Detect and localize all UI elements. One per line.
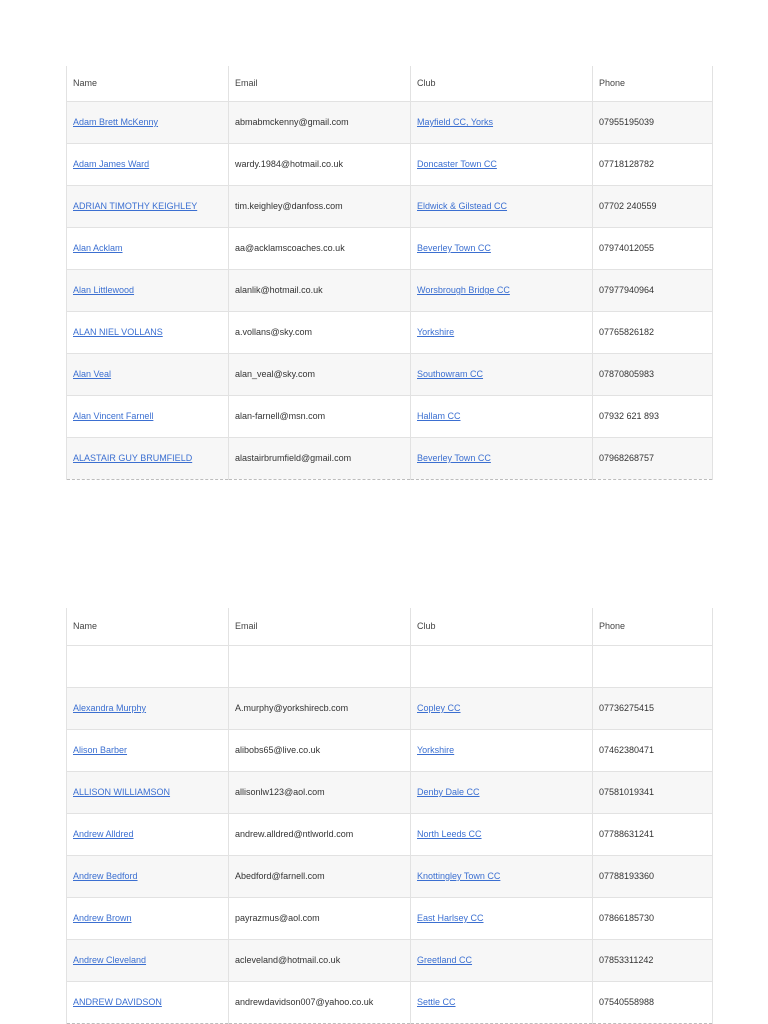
column-header-club: Club xyxy=(411,608,593,645)
members-table-2 xyxy=(66,608,712,1024)
name-cell xyxy=(67,687,229,729)
club-cell xyxy=(411,353,593,395)
table-row xyxy=(67,395,713,437)
column-header-name: Name xyxy=(67,66,229,101)
email-cell xyxy=(229,143,411,185)
name-cell xyxy=(67,897,229,939)
club-cell xyxy=(411,437,593,479)
member-email: wardy.1984@hotmail.co.uk xyxy=(235,159,344,169)
name-cell xyxy=(67,227,229,269)
member-name-link[interactable]: Andrew Brown xyxy=(73,913,132,923)
member-name-link[interactable]: ALLISON WILLIAMSON xyxy=(73,787,171,797)
table-row xyxy=(67,311,713,353)
email-cell xyxy=(229,897,411,939)
email-cell xyxy=(229,855,411,897)
member-phone: 07540558988 xyxy=(599,997,655,1007)
email-cell xyxy=(229,939,411,981)
member-email: alan-farnell@msn.com xyxy=(235,411,326,421)
header-row xyxy=(67,608,713,645)
member-phone: 07853311242 xyxy=(599,955,654,965)
member-email: tim.keighley@danfoss.com xyxy=(235,201,343,211)
member-email: payrazmus@aol.com xyxy=(235,913,320,923)
name-cell xyxy=(67,269,229,311)
club-cell xyxy=(411,729,593,771)
empty-cell xyxy=(411,645,593,687)
name-cell xyxy=(67,813,229,855)
email-cell xyxy=(229,395,411,437)
table-row xyxy=(67,143,713,185)
member-name-link[interactable]: Alison Barber xyxy=(73,745,128,755)
club-cell xyxy=(411,227,593,269)
phone-cell xyxy=(593,395,713,437)
club-cell xyxy=(411,897,593,939)
column-header-email: Email xyxy=(229,608,411,645)
club-link[interactable]: Beverley Town CC xyxy=(417,453,491,463)
phone-cell xyxy=(593,185,713,227)
member-name-link[interactable]: Andrew Cleveland xyxy=(73,955,147,965)
table-row xyxy=(67,437,713,479)
member-email: aa@acklamscoaches.co.uk xyxy=(235,243,345,253)
phone-cell xyxy=(593,939,713,981)
member-name-link[interactable]: ALAN NIEL VOLLANS xyxy=(73,327,163,337)
table-row xyxy=(67,353,713,395)
name-cell xyxy=(67,395,229,437)
table-row xyxy=(67,771,713,813)
club-link[interactable]: Doncaster Town CC xyxy=(417,159,497,169)
table-row xyxy=(67,813,713,855)
members-table xyxy=(66,66,713,480)
member-email: acleveland@hotmail.co.uk xyxy=(235,955,341,965)
table-row xyxy=(67,981,713,1023)
member-email: allisonlw123@aol.com xyxy=(235,787,325,797)
name-cell xyxy=(67,771,229,813)
member-name-link[interactable]: Alan Veal xyxy=(73,369,112,379)
member-name-link[interactable]: Alan Acklam xyxy=(73,243,123,253)
empty-cell xyxy=(67,645,229,687)
table-row xyxy=(67,185,713,227)
member-phone: 07462380471 xyxy=(599,745,655,755)
table-row xyxy=(67,101,713,143)
member-email: alan_veal@sky.com xyxy=(235,369,316,379)
member-email: A.murphy@yorkshirecb.com xyxy=(235,703,349,713)
members-table-1 xyxy=(66,66,712,480)
member-email: abmabmckenny@gmail.com xyxy=(235,117,349,127)
member-email: alanlik@hotmail.co.uk xyxy=(235,285,323,295)
empty-cell xyxy=(593,645,713,687)
email-cell xyxy=(229,353,411,395)
member-phone: 07718128782 xyxy=(599,159,655,169)
member-phone: 07968268757 xyxy=(599,453,655,463)
member-phone: 07736275415 xyxy=(599,703,655,713)
phone-cell xyxy=(593,687,713,729)
club-link[interactable]: Southowram CC xyxy=(417,369,484,379)
email-cell xyxy=(229,311,411,353)
column-header-club: Club xyxy=(411,66,593,101)
club-link[interactable]: Hallam CC xyxy=(417,411,461,421)
phone-cell xyxy=(593,897,713,939)
club-cell xyxy=(411,939,593,981)
club-cell xyxy=(411,185,593,227)
email-cell xyxy=(229,687,411,729)
club-cell xyxy=(411,101,593,143)
email-cell xyxy=(229,101,411,143)
member-email: a.vollans@sky.com xyxy=(235,327,312,337)
header-row xyxy=(67,66,713,101)
club-link[interactable]: North Leeds CC xyxy=(417,829,482,839)
member-name-link[interactable]: Alan Littlewood xyxy=(73,285,135,295)
member-phone: 07788193360 xyxy=(599,871,655,881)
member-phone: 07977940964 xyxy=(599,285,655,295)
table-row xyxy=(67,269,713,311)
member-phone: 07866185730 xyxy=(599,913,655,923)
name-cell xyxy=(67,311,229,353)
club-link[interactable]: Greetland CC xyxy=(417,955,473,965)
phone-cell xyxy=(593,855,713,897)
phone-cell xyxy=(593,227,713,269)
club-cell xyxy=(411,771,593,813)
member-email: alastairbrumfield@gmail.com xyxy=(235,453,352,463)
member-name-link[interactable]: ALASTAIR GUY BRUMFIELD xyxy=(73,453,193,463)
club-cell xyxy=(411,813,593,855)
club-link[interactable]: Settle CC xyxy=(417,997,456,1007)
club-link[interactable]: Knottingley Town CC xyxy=(417,871,501,881)
club-link[interactable]: Copley CC xyxy=(417,703,461,713)
name-cell xyxy=(67,855,229,897)
member-name-link[interactable]: ANDREW DAVIDSON xyxy=(73,997,162,1007)
member-name-link[interactable]: Andrew Alldred xyxy=(73,829,134,839)
email-cell xyxy=(229,729,411,771)
member-email: alibobs65@live.co.uk xyxy=(235,745,321,755)
table-row xyxy=(67,855,713,897)
table-row xyxy=(67,729,713,771)
phone-cell xyxy=(593,353,713,395)
member-phone: 07955195039 xyxy=(599,117,655,127)
phone-cell xyxy=(593,101,713,143)
member-phone: 07581019341 xyxy=(599,787,655,797)
name-cell xyxy=(67,437,229,479)
name-cell xyxy=(67,981,229,1023)
phone-cell xyxy=(593,437,713,479)
club-link[interactable]: Beverley Town CC xyxy=(417,243,491,253)
member-phone: 07788631241 xyxy=(599,829,655,839)
table-row xyxy=(67,687,713,729)
club-link[interactable]: East Harlsey CC xyxy=(417,913,484,923)
club-cell xyxy=(411,395,593,437)
member-name-link[interactable]: Adam James Ward xyxy=(73,159,150,169)
member-phone: 07765826182 xyxy=(599,327,655,337)
club-link[interactable]: Yorkshire xyxy=(417,745,455,755)
table-row xyxy=(67,227,713,269)
column-header-phone: Phone xyxy=(593,608,713,645)
name-cell xyxy=(67,939,229,981)
club-link[interactable]: Yorkshire xyxy=(417,327,455,337)
phone-cell xyxy=(593,729,713,771)
email-cell xyxy=(229,227,411,269)
phone-cell xyxy=(593,311,713,353)
name-cell xyxy=(67,353,229,395)
empty-cell xyxy=(229,645,411,687)
email-cell xyxy=(229,437,411,479)
member-name-link[interactable]: Alexandra Murphy xyxy=(73,703,147,713)
club-cell xyxy=(411,981,593,1023)
column-header-email: Email xyxy=(229,66,411,101)
phone-cell xyxy=(593,981,713,1023)
email-cell xyxy=(229,981,411,1023)
member-phone: 07702 240559 xyxy=(599,201,657,211)
club-link[interactable]: Worsbrough Bridge CC xyxy=(417,285,510,295)
phone-cell xyxy=(593,143,713,185)
email-cell xyxy=(229,771,411,813)
club-link[interactable]: Denby Dale CC xyxy=(417,787,480,797)
phone-cell xyxy=(593,771,713,813)
club-link[interactable]: Mayfield CC, Yorks xyxy=(417,117,494,127)
member-phone: 07974012055 xyxy=(599,243,655,253)
club-cell xyxy=(411,687,593,729)
name-cell xyxy=(67,143,229,185)
table-row xyxy=(67,939,713,981)
name-cell xyxy=(67,101,229,143)
member-email: Abedford@farnell.com xyxy=(235,871,325,881)
empty-table-row xyxy=(67,645,713,687)
name-cell xyxy=(67,185,229,227)
club-cell xyxy=(411,855,593,897)
table-row xyxy=(67,897,713,939)
email-cell xyxy=(229,813,411,855)
column-header-phone: Phone xyxy=(593,66,713,101)
member-name-link[interactable]: Andrew Bedford xyxy=(73,871,138,881)
email-cell xyxy=(229,185,411,227)
club-link[interactable]: Eldwick & Gilstead CC xyxy=(417,201,508,211)
club-cell xyxy=(411,311,593,353)
column-header-name: Name xyxy=(67,608,229,645)
phone-cell xyxy=(593,269,713,311)
member-email: andrew.alldred@ntlworld.com xyxy=(235,829,354,839)
club-cell xyxy=(411,269,593,311)
member-phone: 07932 621 893 xyxy=(599,411,660,421)
club-cell xyxy=(411,143,593,185)
member-name-link[interactable]: Alan Vincent Farnell xyxy=(73,411,154,421)
email-cell xyxy=(229,269,411,311)
member-phone: 07870805983 xyxy=(599,369,655,379)
members-table xyxy=(66,608,713,1024)
member-name-link[interactable]: ADRIAN TIMOTHY KEIGHLEY xyxy=(73,201,198,211)
phone-cell xyxy=(593,813,713,855)
member-email: andrewdavidson007@yahoo.co.uk xyxy=(235,997,374,1007)
name-cell xyxy=(67,729,229,771)
member-name-link[interactable]: Adam Brett McKenny xyxy=(73,117,159,127)
